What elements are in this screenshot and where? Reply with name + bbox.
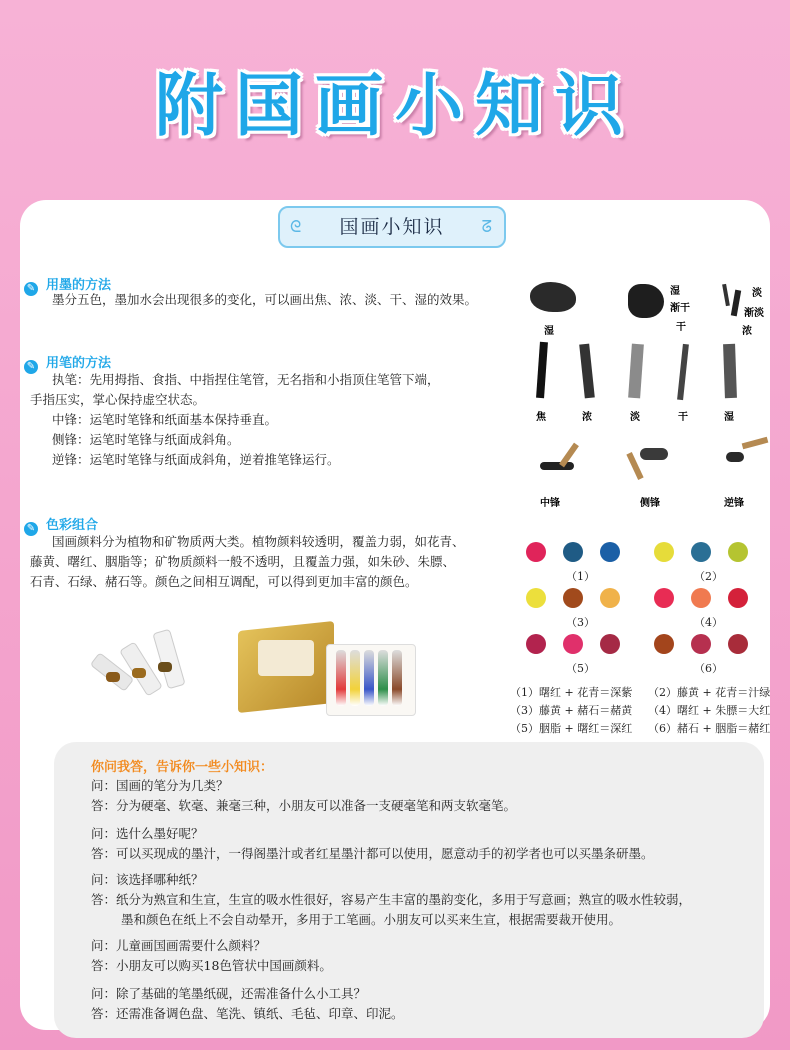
wet-ink-blot <box>530 282 576 312</box>
ink-label: 湿 <box>544 326 554 337</box>
swatch-group-label: （1） <box>566 570 595 583</box>
swatch-group-label: （5） <box>566 662 595 675</box>
reverse-tip-stroke <box>726 452 744 462</box>
qa-answer: 答：小朋友可以购买18色管状中国画颜料。 <box>91 958 332 973</box>
mix-rule: （1）曙红 + 花青＝深紫 <box>510 686 633 699</box>
qa-item <box>91 870 731 930</box>
stroke-label: 淡 <box>630 412 640 423</box>
badge-label: 国画小知识 <box>339 216 445 238</box>
qa-question: 问：儿童画国画需要什么颜料？ <box>91 938 267 953</box>
qa-item <box>91 776 731 816</box>
qa-question: 问：国画的笔分为几类？ <box>91 778 229 793</box>
ink-section-heading: ✎ 用墨的方法 <box>24 274 111 296</box>
stroke-label: 浓 <box>582 412 592 423</box>
qa-answer: 墨和颜色在纸上不会自动晕开，多用于工笔画。小朋友可以买来生宣，根据需要裁开使用。 <box>121 912 622 927</box>
color-swatch <box>600 634 620 654</box>
brush-icon: ✎ <box>24 522 38 536</box>
color-swatch <box>654 634 674 654</box>
color-swatch <box>600 542 620 562</box>
mix-rule: （6）赭石 + 胭脂＝赭红 <box>648 722 771 735</box>
center-tip-stroke <box>540 462 574 470</box>
qa-item <box>91 984 731 1024</box>
color-section-heading: ✎ 色彩组合 <box>24 514 98 536</box>
ink-label: 干 <box>676 322 686 333</box>
mix-rule: （2）藤黄 + 花青＝汁绿 <box>648 686 771 699</box>
color-swatch <box>526 634 546 654</box>
ink-section-text: 墨分五色，墨加水会出现很多的变化，可以画出焦、浓、淡、干、湿的效果。 <box>52 292 478 307</box>
qa-title: 你问我答，告诉你一些小知识： <box>91 760 274 775</box>
qa-question: 问：选什么墨好呢？ <box>91 826 204 841</box>
color-swatch <box>600 588 620 608</box>
brush-icon: ✎ <box>24 360 38 374</box>
drying-ink-blot <box>628 284 664 318</box>
color-swatch <box>563 542 583 562</box>
brush-style-label: 侧锋 <box>640 498 660 509</box>
color-section-text: 国画颜料分为植物和矿物质两大类。植物颜料较透明，覆盖力弱，如花青、 藤黄、曙红、胭脂等；矿物质颜料一般不透明，且覆盖力强，如朱砂、朱膘、 石青、石绿、赭石等。颜色之间相互调配，可以得到更加丰富的颜色。 <box>30 534 465 589</box>
qa-answer: 答：分为硬毫、软毫、兼毫三种，小朋友可以准备一支硬毫笔和两支软毫笔。 <box>91 798 517 813</box>
color-swatch <box>654 542 674 562</box>
qa-answer: 答：纸分为熟宣和生宣，生宣的吸水性很好，容易产生丰富的墨韵变化，多用于写意画；熟宣的吸水性较弱， <box>91 892 692 907</box>
mix-rule: （3）藤黄 + 赭石＝赭黄 <box>510 704 633 717</box>
stroke-label: 干 <box>678 412 688 423</box>
side-tip-stroke <box>640 448 668 460</box>
color-swatch <box>563 588 583 608</box>
cloud-swirl-icon: ᘓ <box>290 217 304 236</box>
color-swatch <box>526 588 546 608</box>
ink-label: 渐干 <box>670 303 690 314</box>
color-swatch <box>728 634 748 654</box>
cloud-swirl-icon: ᘔ <box>481 217 494 236</box>
swatch-group-label: （6） <box>694 662 723 675</box>
stroke-sample <box>723 344 737 398</box>
page-title: 附国画小知识 <box>154 67 635 146</box>
color-swatch <box>691 588 711 608</box>
brush-section-text: 执笔：先用拇指、食指、中指捏住笔管，无名指和小指顶住笔管下端， 手指压实，掌心保持虚空状态。 中锋：运笔时笔锋和纸面基本保持垂直。 侧锋：运笔时笔锋与纸面成斜角。 逆锋：运笔时笔锋与纸面成斜角，逆着推笔锋运行。 <box>30 372 440 467</box>
qa-answer: 答：还需准备调色盘、笔洗、镇纸、毛毡、印章、印泥。 <box>91 1006 404 1021</box>
qa-item <box>91 936 731 976</box>
qa-item <box>91 824 731 864</box>
color-swatch <box>691 542 711 562</box>
swatch-group-label: （4） <box>694 616 723 629</box>
swatch-group-label: （3） <box>566 616 595 629</box>
color-swatch <box>526 542 546 562</box>
stroke-label: 湿 <box>724 412 734 423</box>
swatch-group-label: （2） <box>694 570 723 583</box>
color-swatch <box>563 634 583 654</box>
brush-icon: ✎ <box>24 282 38 296</box>
ink-label: 淡 <box>752 288 762 299</box>
brush-style-label: 逆锋 <box>724 498 744 509</box>
ink-label: 渐淡 <box>744 308 764 319</box>
brush-section-heading: ✎ 用笔的方法 <box>24 352 111 374</box>
qa-answer: 答：可以买现成的墨汁，一得阁墨汁或者红星墨汁都可以使用，愿意动手的初学者也可以买墨条研墨。 <box>91 846 654 861</box>
color-swatch <box>691 634 711 654</box>
ink-label: 浓 <box>742 326 752 337</box>
ink-label: 湿 <box>670 286 680 297</box>
section-badge <box>278 206 506 248</box>
stroke-label: 焦 <box>536 412 546 423</box>
color-swatch <box>654 588 674 608</box>
mix-rule: （4）曙红 + 朱膘＝大红 <box>648 704 771 717</box>
color-swatch <box>728 542 748 562</box>
mix-rule: （5）胭脂 + 曙红＝深红 <box>510 722 633 735</box>
color-swatch <box>728 588 748 608</box>
brush-style-label: 中锋 <box>540 498 560 509</box>
qa-question: 问：除了基础的笔墨纸砚，还需准备什么小工具？ <box>91 986 367 1001</box>
qa-question: 问：该选择哪种纸？ <box>91 872 204 887</box>
